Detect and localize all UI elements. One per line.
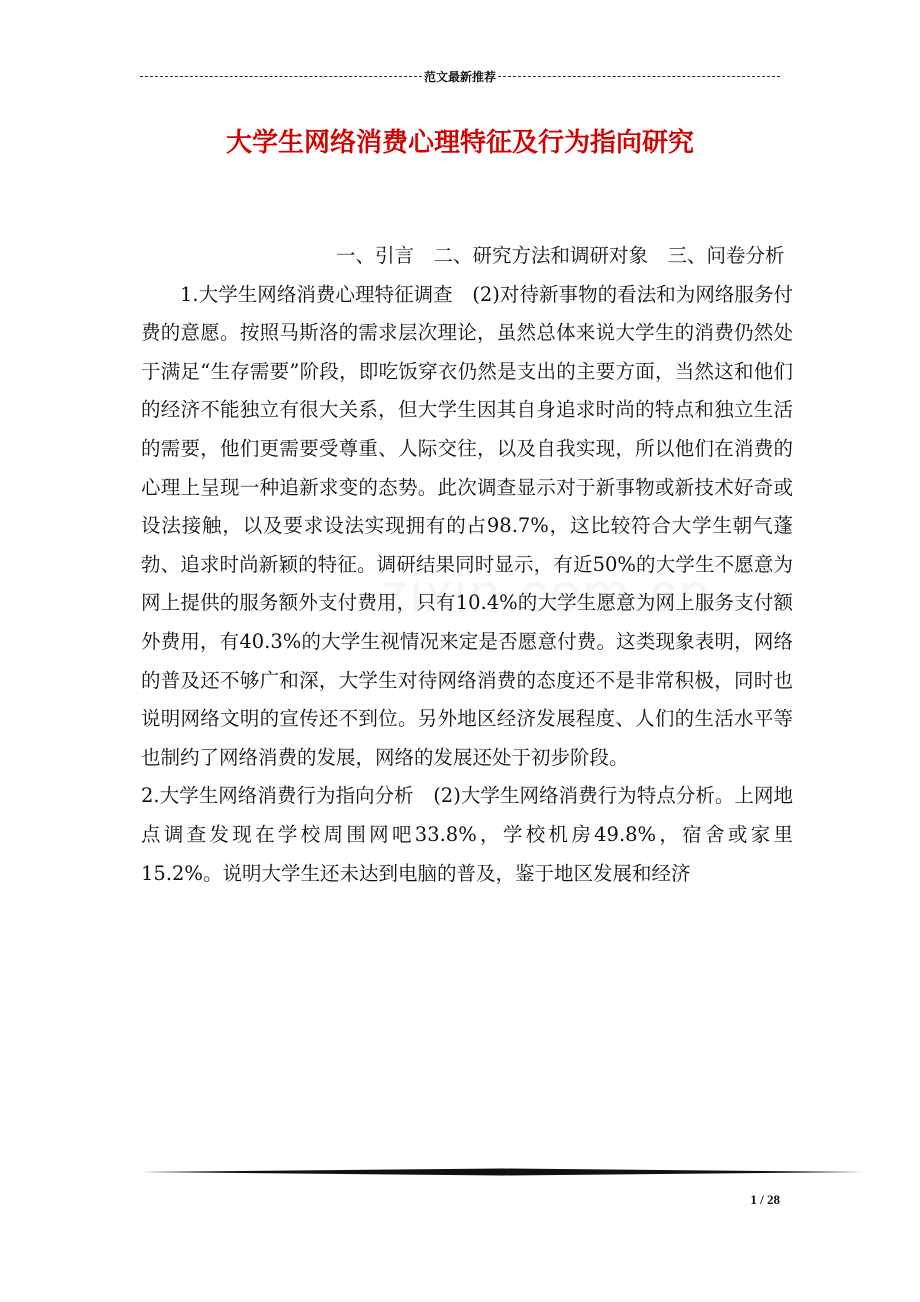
header-dash-right — [498, 76, 780, 77]
footer-rule — [140, 1168, 864, 1176]
paragraph-section-1: 1.大学生网络消费心理特征调查 (2)对待新事物的看法和为网络服务付费的意愿。按照马斯洛的需求层次理论，虽然总体来说大学生的消费仍然处于满足“生存需要”阶段，即吃饭穿衣仍然是支出的主要方面，当然这和他们的经济不能独立有很大关系，但大学生因其自身追求时尚的特点和独立生活的需要，他们更需要受尊重、人际交往，以及自我实现，所以他们在消费的心理上呈现一种追新求变的态势。此次调查显示对于新事物或新技术好奇或设法接触，以及要求设法实现拥有的占98.7%，这比较符合大学生朝气蓬勃、追求时尚新颖的特征。调研结果同时显示，有近50%的大学生不愿意为网上提供的服务额外支付费用，只有10.4%的大学生愿意为网上服务支付额外费用，有40.3%的大学生视情况来定是否愿意付费。这类现象表明，网络的普及还不够广和深，大学生对待网络消费的态度还不是非常积极，同时也说明网络文明的宣传还不到位。另外地区经济发展程度、人们的生活水平等也制约了网络消费的发展，网络的发展还处于初步阶段。 — [141, 282, 793, 769]
page-number: 1 / 28 — [750, 1192, 780, 1207]
header-label: 范文最新推荐 — [424, 70, 497, 84]
paragraph-section-2: 2.大学生网络消费行为指向分析 (2)大学生网络消费行为特点分析。上网地点调查发现在学校周围网吧33.8%，学校机房49.8%，宿舍或家里15.2%。说明大学生还未达到电脑的普及，鉴于地区发展和经济 — [141, 784, 793, 885]
document-title: 大学生网络消费心理特征及行为指向研究 — [225, 128, 694, 158]
page-header — [140, 68, 780, 85]
header-dash-left — [140, 76, 422, 77]
document-body — [141, 237, 793, 893]
paragraph-outline: 一、引言 二、研究方法和调研对象 三、问卷分析 — [336, 244, 785, 267]
